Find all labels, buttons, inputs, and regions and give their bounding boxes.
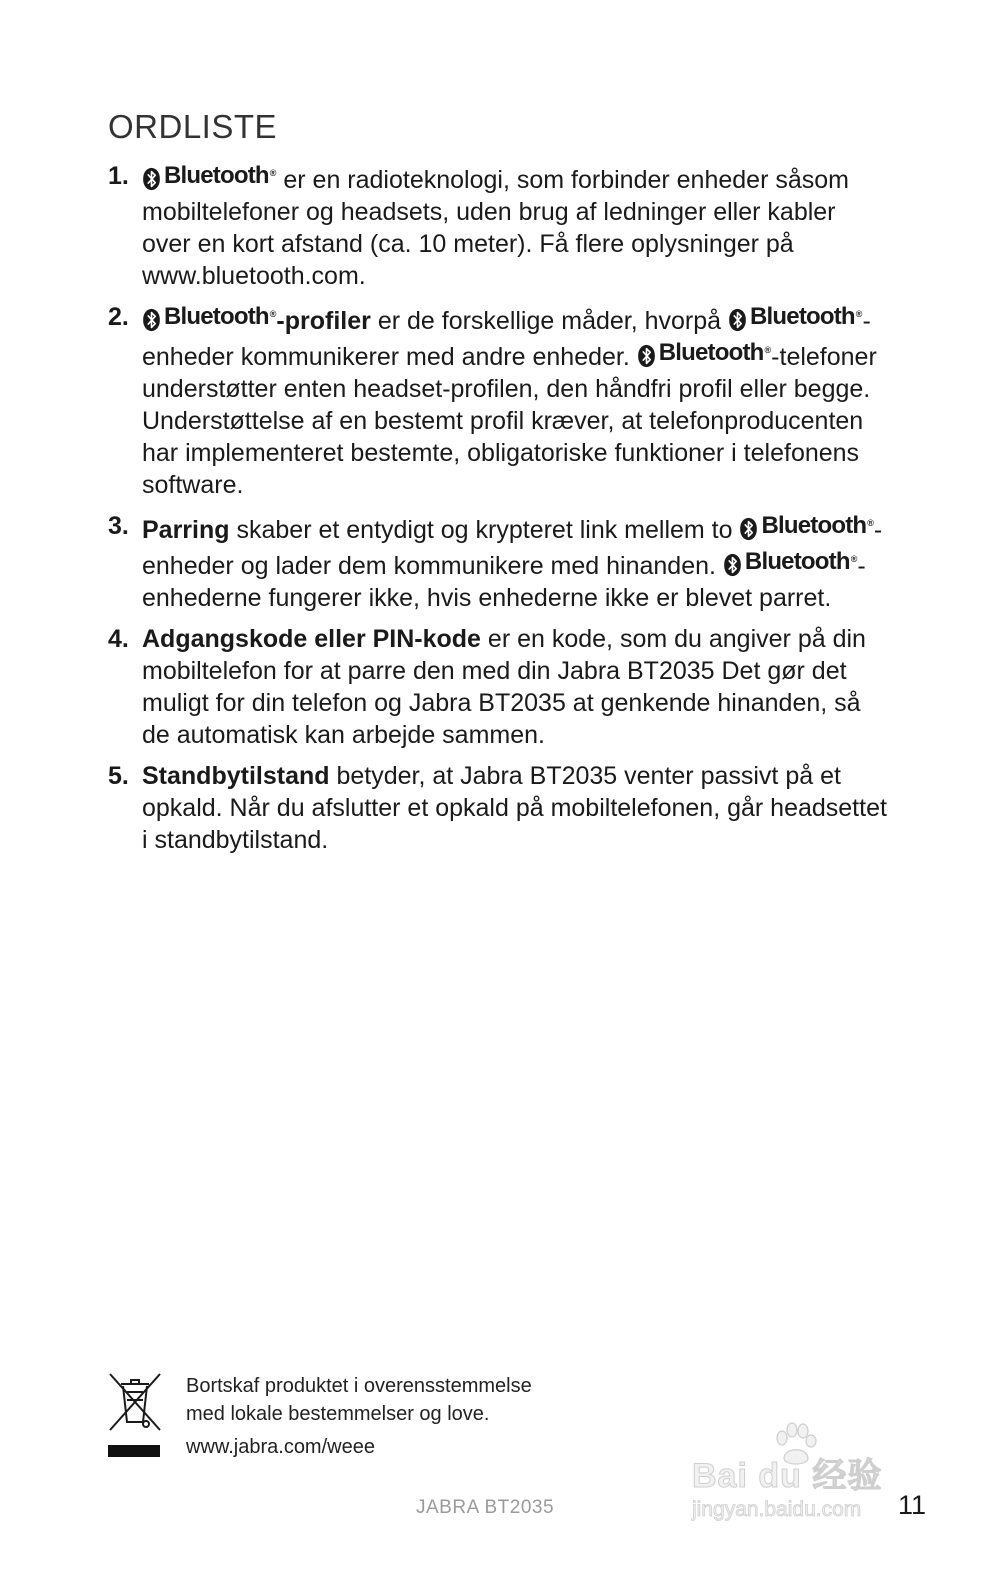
item-text: er en kode, som du angiver på din mobiltelefon for at parre den med din Jabra BT2035 Det gør det muligt for din telefon og Jabra BT2035 at genkende hinanden, så de automatisk kan arbejde sammen. xyxy=(142,625,866,749)
glossary-item-5 xyxy=(108,760,888,856)
footer-product-name: JABRA BT2035 xyxy=(416,1497,555,1518)
bluetooth-icon xyxy=(723,553,742,577)
item-term: Standbytilstand xyxy=(142,762,330,790)
watermark-brand: Bai du 经验 xyxy=(692,1457,883,1495)
page-number: 11 xyxy=(898,1490,927,1520)
item-text: -enhederne fungerer ikke, hvis enhederne ikke er blevet parret. xyxy=(142,552,866,612)
page-title: ORDLISTE xyxy=(108,108,278,145)
bluetooth-icon xyxy=(728,308,747,332)
disposal-note: Bortskaf produktet i overensstemmelse med lokale bestemmelser og love. xyxy=(186,1375,532,1425)
watermark-url: jingyan.baidu.com xyxy=(692,1498,862,1521)
item-term: Adgangskode eller PIN-kode xyxy=(142,625,481,653)
item-text: skaber et entydigt og krypteret link mellem to xyxy=(229,516,740,544)
bluetooth-icon xyxy=(739,517,758,541)
glossary-item-3 xyxy=(108,510,888,614)
item-term: Parring xyxy=(142,516,230,544)
item-number: 4. xyxy=(108,625,129,653)
item-text: -enheder og lader dem kommunikere med hinanden. xyxy=(142,516,883,580)
item-text: -enheder kommunikerer med andre enheder. xyxy=(142,307,871,371)
bluetooth-logo: Bluetooth ® xyxy=(723,546,857,578)
item-number: 1. xyxy=(108,162,129,190)
weee-bar xyxy=(108,1445,160,1457)
bluetooth-logo: Bluetooth ® xyxy=(142,301,276,333)
glossary-item-2 xyxy=(108,301,888,501)
bluetooth-icon xyxy=(637,344,656,368)
glossary-item-1 xyxy=(108,160,888,292)
bluetooth-icon xyxy=(142,167,161,191)
item-text: betyder, at Jabra BT2035 venter passivt på et opkald. Når du afslutter et opkald på mobiltelefonen, går headsettet i standbytilstand. xyxy=(142,762,887,854)
item-term: -profiler xyxy=(276,307,371,335)
item-number: 2. xyxy=(108,303,129,331)
item-text: -telefoner understøtter enten headset-profilen, den håndfri profil eller begge. Understøttelse af en bestemt profil kræver, at telefonproducenten har implementeret bestemte, obligatoriske funktioner i telefonens software. xyxy=(142,343,877,499)
crossed-out-bin-icon xyxy=(106,1370,164,1434)
weee-link[interactable]: www.jabra.com/weee xyxy=(186,1436,375,1458)
glossary-list xyxy=(108,160,888,865)
bluetooth-logo: Bluetooth ® xyxy=(637,337,771,369)
bluetooth-logo: Bluetooth ® xyxy=(142,160,276,192)
item-number: 3. xyxy=(108,512,129,540)
bluetooth-icon xyxy=(142,308,161,332)
bluetooth-logo: Bluetooth ® xyxy=(728,301,862,333)
item-text: er de forskellige måder, hvorpå xyxy=(370,307,729,335)
glossary-item-4 xyxy=(108,623,888,751)
item-text: er en radioteknologi, som forbinder enheder såsom mobiltelefoner og headsets, uden brug af ledninger eller kabler over en kort afstand (ca. 10 meter). Få flere oplysninger på www.bluetooth.com. xyxy=(142,166,849,290)
item-number: 5. xyxy=(108,762,129,790)
bluetooth-logo: Bluetooth ® xyxy=(739,510,873,542)
